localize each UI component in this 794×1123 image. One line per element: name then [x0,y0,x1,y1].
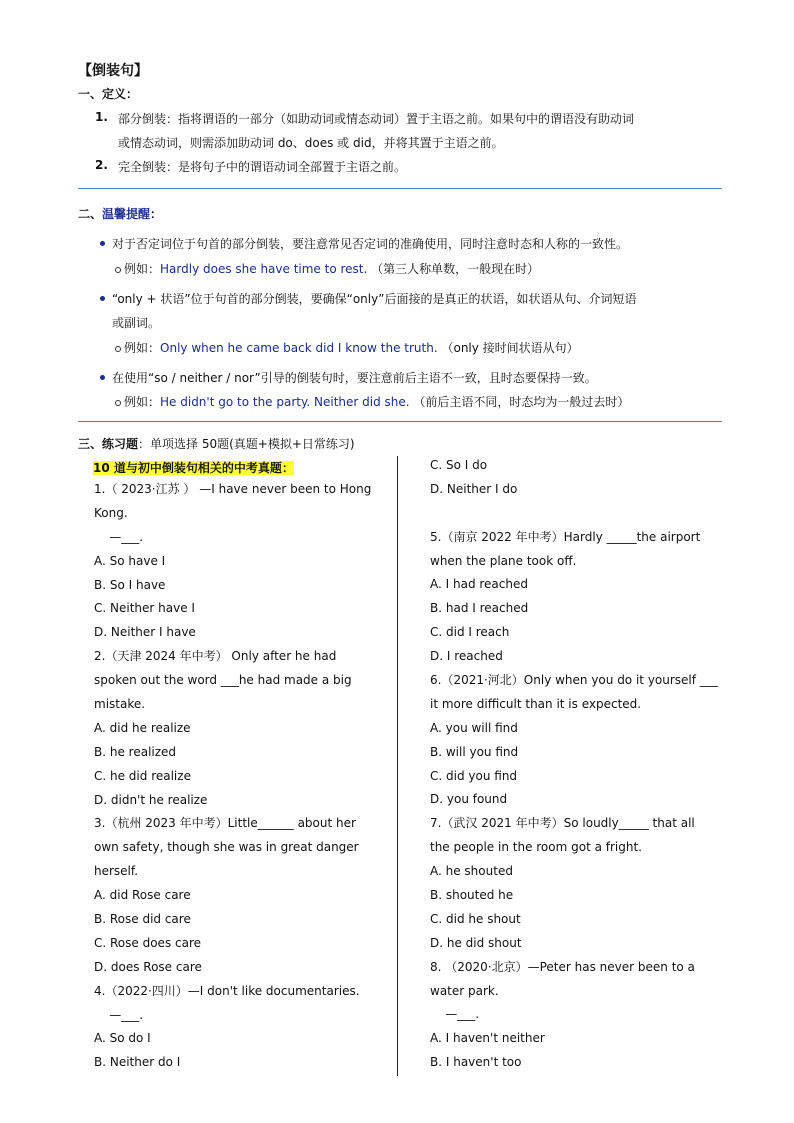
section-2-prefix: 二、 [78,207,103,221]
option-line: C. So I do [430,458,488,472]
section-3-heading [78,435,355,452]
option-line: C. Neither have I [94,601,195,616]
question-line: spoken out the word ___he had made a big [94,673,352,688]
def-2-number: 2. [95,158,108,172]
option-line: D. Neither I have [94,625,196,640]
tip-3-example-note: （前后主语不同，时态均为一般过去时） [413,395,630,409]
option-line: B. will you find [430,744,519,759]
option-line: B. had I reached [430,601,529,616]
def-1-line-1: 部分倒装：指将谓语的一部分（如助动词或情态动词）置于主语之前。如果句中的谓语没有助动词 [118,112,635,126]
question-line: Kong. [94,505,128,520]
option-line: D. I reached [430,649,503,664]
option-line: B. Rose did care [94,912,191,927]
option-line: C. he did realize [94,768,191,783]
circle-bullet-icon [115,346,121,352]
option-line: D. he did shout [430,935,522,950]
left-column [94,478,384,1075]
highlight-note [93,459,294,476]
tip-2-example-sentence: Only when he came back did I know the truth. [160,341,438,355]
bullet-icon [100,375,105,380]
section-2-suffix: ： [150,207,163,221]
option-line: A. you will find [430,720,518,735]
option-line: C. did he shout [430,911,521,926]
tip-1-text: 对于否定词位于句首的部分倒装，要注意常见否定词的准确使用，同时注意时态和人称的一致性。 [112,237,629,251]
question-line: the people in the room got a fright. [430,840,642,855]
tip-2-example-note: （only 接时间状语从句） [441,341,579,355]
option-line: A. did Rose care [94,888,191,903]
right-column [430,454,720,1075]
question-line: 8. （2020·北京）—Peter has never been to a [430,959,695,974]
tip-1-example [115,260,539,277]
tip-2-example-label: 例如： [124,341,161,355]
tip-1-example-sentence: Hardly does she have time to rest. [160,262,368,276]
question-line: 2.（天津 2024 年中考） Only after he had [94,649,337,664]
option-line: B. shouted he [430,888,514,903]
answer-blank: —___. [94,1007,144,1022]
option-line: C. Rose does care [94,935,202,950]
option-line: A. So have I [94,553,166,568]
option-line: A. I had reached [430,577,528,592]
option-line: B. I haven't too [430,1055,522,1070]
bullet-icon [100,241,105,246]
option-line: C. did you find [430,768,518,783]
circle-bullet-icon [115,400,121,406]
tip-1-example-label: 例如： [124,262,161,276]
tip-3-text: 在使用“so / neither / nor”引导的倒装句时，要注意前后主语不一致，且时态要保持一致。 [112,371,597,385]
question-line: mistake. [94,697,146,712]
section-3-subtitle: ：单项选择 50题(真题+模拟+日常练习) [138,437,355,451]
option-line: A. I haven't neither [430,1031,545,1046]
option-line: A. he shouted [430,864,513,879]
option-line: A. did he realize [94,720,191,735]
question-line: when the plane took off. [430,553,577,568]
def-1-line-2: 或情态动词，则需添加助动词 do、does 或 did，并将其置于主语之前。 [118,136,504,150]
section-3-title: 三、练习题 [78,437,139,451]
option-line: D. didn't he realize [94,792,208,807]
question-line: 7.（武汉 2021 年中考）So loudly_____ that all [430,816,695,831]
tip-2-text-cont: 或副词。 [112,316,161,330]
option-line: D. does Rose care [94,959,202,974]
section-1-heading: 一、定义： [78,87,139,101]
option-line: B. Neither do I [94,1055,181,1070]
def-2-line-1: 完全倒装：是将句子中的谓语动词全部置于主语之前。 [118,160,407,174]
option-line: B. he realized [94,744,177,759]
question-line: own safety, though she was in great danger [94,840,359,855]
column-divider [397,456,398,1076]
page-title: 【倒装句】 [78,63,148,79]
option-line: B. So I have [94,577,166,592]
question-line: 3.（杭州 2023 年中考）Little______ about her [94,816,356,831]
option-line: A. So do I [94,1031,151,1046]
tip-2-text: “only + 状语”位于句首的部分倒装，要确保“only”后面接的是真正的状语，如状语从句、介词短语 [112,292,637,306]
option-line: D. you found [430,792,508,807]
tip-1-example-note: （第三人称单数，一般现在时） [371,262,540,276]
question-line: water park. [430,983,499,998]
bullet-icon [100,296,105,301]
divider-2 [78,421,722,422]
answer-blank: —___. [94,529,144,544]
spacer-line [430,502,720,526]
question-line: 6.（2021·河北）Only when you do it yourself ___ [430,673,718,688]
tip-3-example [115,393,629,410]
question-line: herself. [94,864,139,879]
section-2-heading [78,205,162,222]
highlighted-text: 10 道与初中倒装句相关的中考真题： [93,461,294,475]
question-line: 4.（2022·四川）—I don't like documentaries. [94,983,360,998]
question-line: 1.（ 2023·江苏 ） —I have never been to Hong [94,482,372,496]
question-line: it more difficult than it is expected. [430,696,642,711]
tip-3-example-label: 例如： [124,395,161,409]
option-line: D. Neither I do [430,481,518,496]
section-2-title: 温馨提醒 [102,207,151,221]
option-line: C. did I reach [430,625,510,640]
def-1-number: 1. [95,110,108,124]
circle-bullet-icon [115,267,121,273]
divider-1 [78,188,722,189]
answer-blank: —___. [430,1007,480,1022]
question-line: 5.（南京 2022 年中考）Hardly _____the airport [430,529,701,544]
tip-2-example [115,339,579,356]
tip-3-example-sentence: He didn't go to the party. Neither did she. [160,395,410,409]
